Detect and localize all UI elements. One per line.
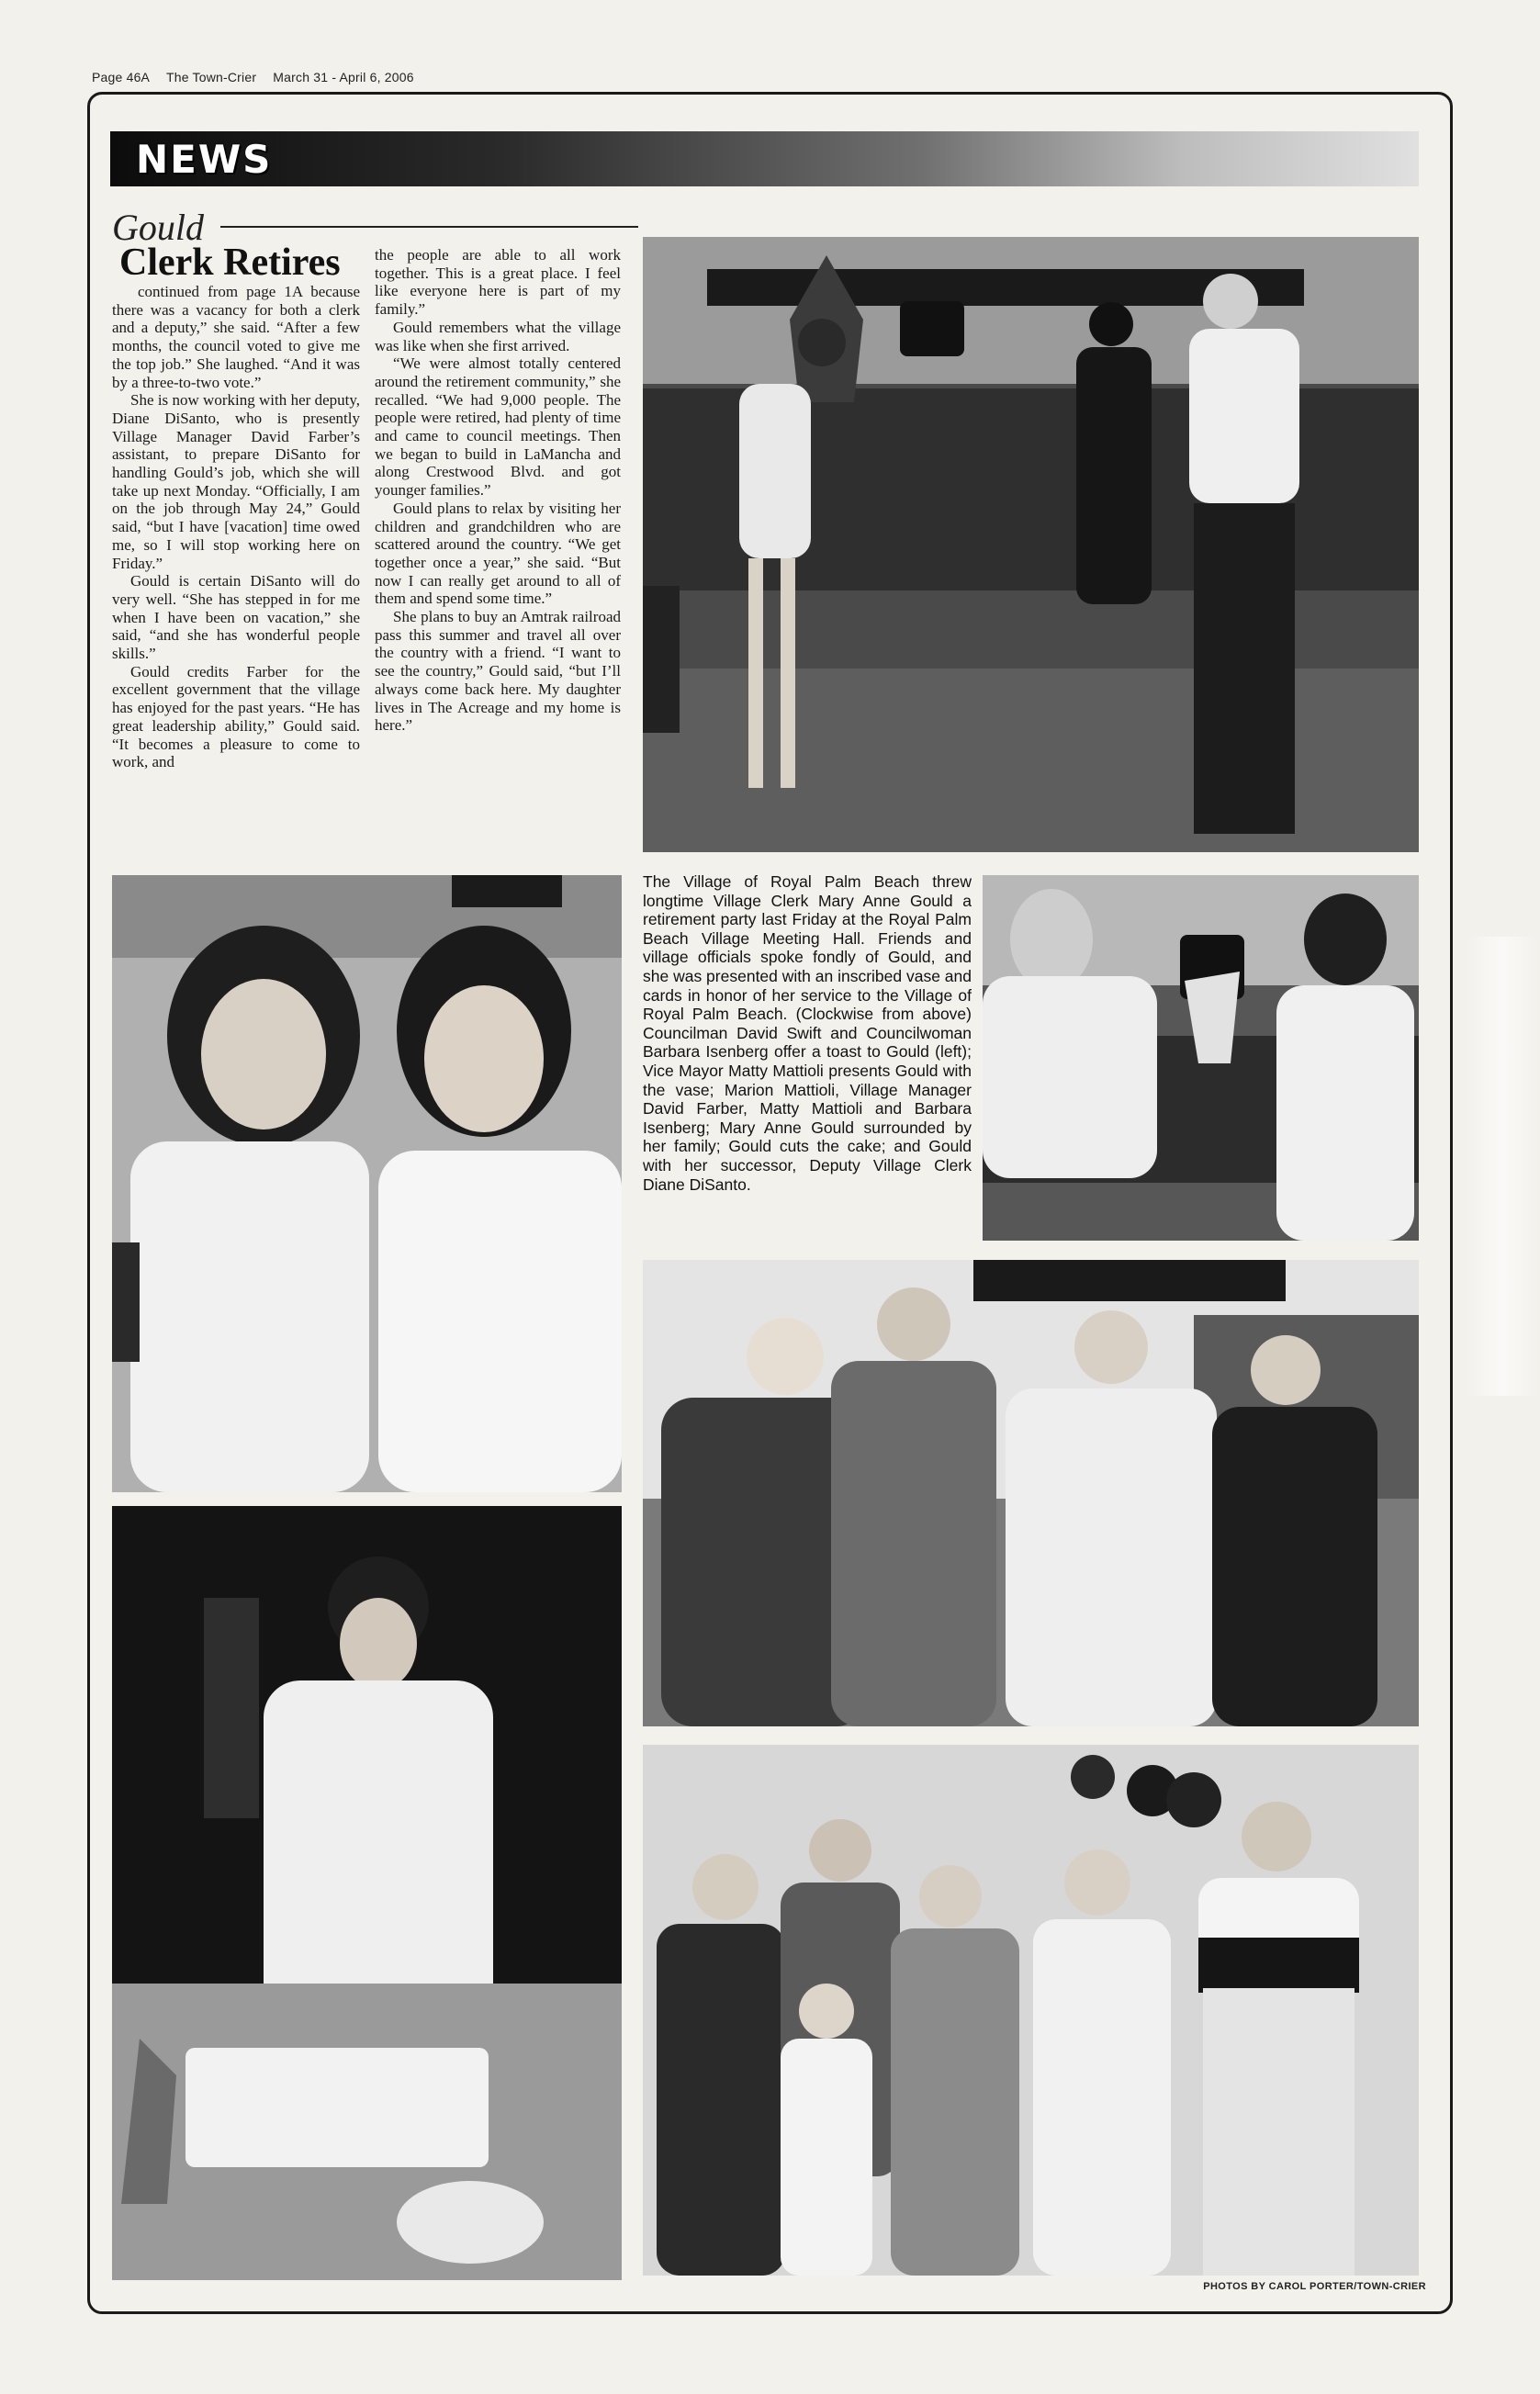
photo-cake-image bbox=[112, 1506, 622, 2280]
paragraph: Gould credits Farber for the excellent government that the village has enjoyed for the past years. “He has great leadership ability,” Gould said. “It becomes a pleasure to come to work, and bbox=[112, 662, 360, 771]
photo-cake bbox=[112, 1506, 622, 2280]
photo-successor bbox=[112, 875, 622, 1492]
page-number: Page 46A bbox=[92, 70, 151, 84]
kicker-rule bbox=[220, 226, 638, 228]
issue-dates: March 31 - April 6, 2006 bbox=[273, 70, 414, 84]
section-label: NEWS bbox=[136, 137, 273, 182]
page-crease bbox=[1466, 937, 1539, 1396]
paragraph: continued from page 1A because there was a vacancy for both a clerk and a deputy,” she said. “After a few months, the council voted to give me the top job.” She laughed. “And it was by a three-to-two vote.” bbox=[112, 283, 360, 391]
article-kicker: Gould bbox=[112, 207, 204, 248]
section-banner bbox=[110, 131, 1419, 186]
article-column-2 bbox=[375, 246, 621, 735]
paragraph: Gould plans to relax by visiting her children and grandchildren who are scattered around the country. “We get together once a year,” she said. “But now I can really get around to all of them and spend some time.” bbox=[375, 499, 621, 608]
paragraph: the people are able to all work together. This is a great place. I feel like everyone here is part of my family.” bbox=[375, 246, 621, 319]
photo-toast bbox=[643, 237, 1419, 852]
photo-family bbox=[643, 1745, 1419, 2276]
photo-vase bbox=[983, 875, 1419, 1241]
photo-caption: The Village of Royal Palm Beach threw longtime Village Clerk Mary Anne Gould a retirement party last Friday at the Royal Palm Beach Village Meeting Hall. Friends and village officials spoke fondly of Gould, and she was presented with an inscribed vase and cards in honor of her service to the Village of Royal Palm Beach. (Clockwise from above) Councilman David Swift and Councilwoman Barbara Isenberg offer a toast to Gould (left); Vice Mayor Matty Mattioli presents Gould with the vase; Marion Mattioli, Village Manager David Farber, Matty Mattioli and Barbara Isenberg; Mary Anne Gould surrounded by her family; Gould cuts the cake; and Gould with her successor, Deputy Village Clerk Diane DiSanto. bbox=[643, 872, 972, 1194]
photo-officials-image bbox=[643, 1260, 1419, 1726]
article-headline: Clerk Retires bbox=[119, 242, 341, 284]
paragraph: She plans to buy an Amtrak railroad pass this summer and travel all over the country with a friend. “I want to see the country,” Gould said, “but I’ll always come back here. My daughter lives in The Acreage and my home is here.” bbox=[375, 608, 621, 735]
photo-credit: PHOTOS BY CAROL PORTER/TOWN-CRIER bbox=[1203, 2281, 1426, 2292]
publication-name: The Town-Crier bbox=[165, 70, 257, 84]
paragraph: She is now working with her deputy, Diane DiSanto, who is presently Village Manager David Farber’s assistant, to prepare DiSanto for handling Gould’s job, which she will take up next Monday. “Officially, I am on the job through May 24,” Gould said, “but I have [vacation] time owed me, so I will stop working here on Friday.” bbox=[112, 391, 360, 572]
paragraph: “We were almost totally centered around the retirement community,” she recalled. “We had 9,000 people. The people were retired, had plenty of time and came to council meetings. Then we began to build in LaMancha and along Crestwood Blvd. and got younger families.” bbox=[375, 354, 621, 500]
photo-family-image bbox=[643, 1745, 1419, 2276]
paragraph: Gould remembers what the village was like when she first arrived. bbox=[375, 318, 621, 354]
article-column-1 bbox=[112, 283, 360, 771]
photo-toast-image bbox=[643, 237, 1419, 852]
folio-line bbox=[92, 70, 427, 84]
photo-successor-image bbox=[112, 875, 622, 1492]
photo-vase-image bbox=[983, 875, 1419, 1241]
photo-officials bbox=[643, 1260, 1419, 1726]
paragraph: Gould is certain DiSanto will do very well. “She has stepped in for me when I have been on vacation,” she said, “and she has wonderful people skills.” bbox=[112, 572, 360, 663]
